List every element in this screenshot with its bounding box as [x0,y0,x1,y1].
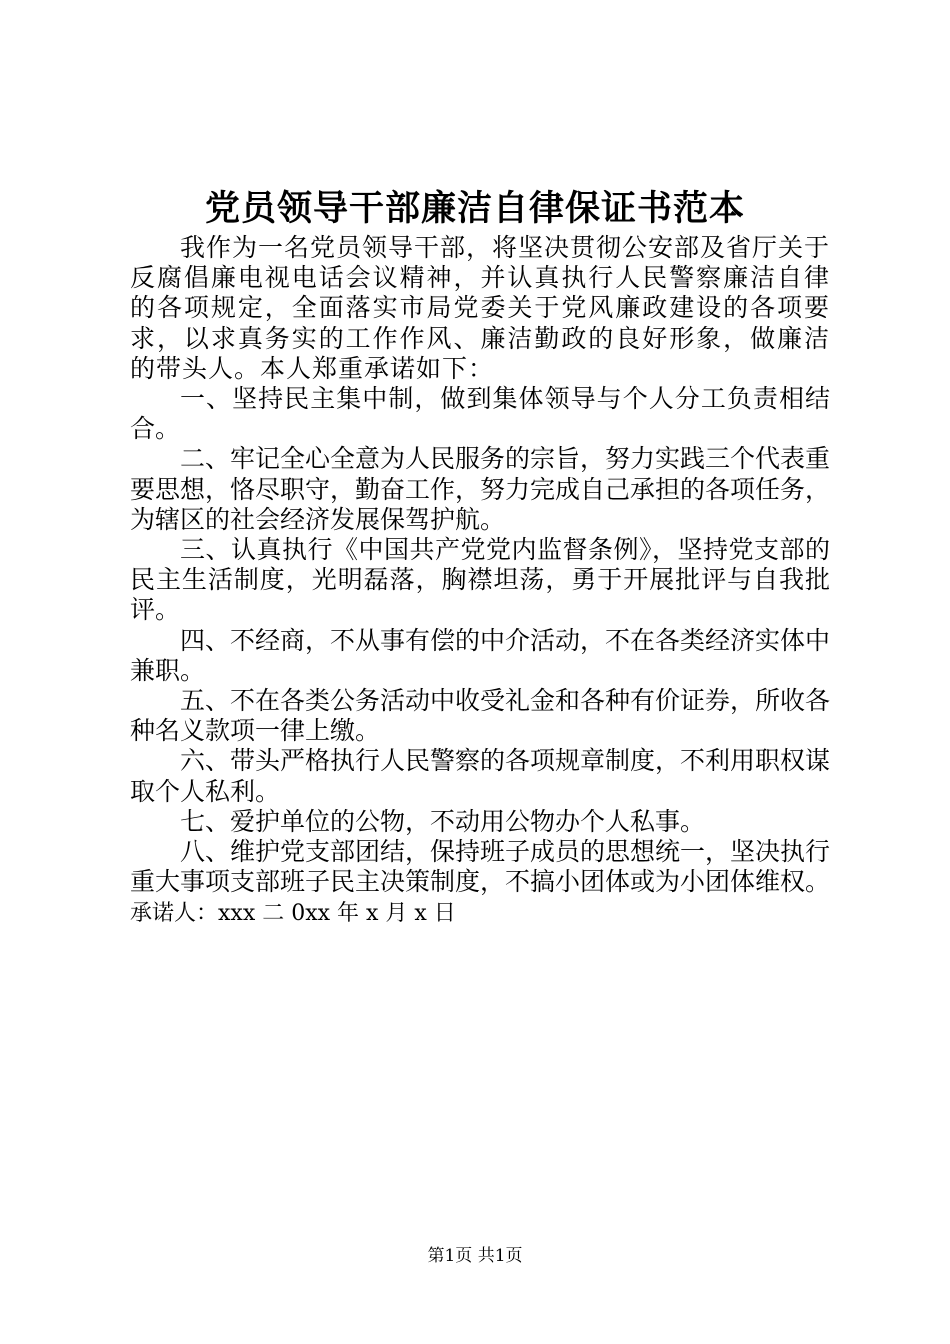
signature-line: 承诺人：xxx 二 0xx 年 x 月 x 日 [130,901,456,927]
page-footer: 第1页 共1页 [427,1246,523,1266]
commitment-item-6: 六、带头严格执行人民警察的各项规章制度，不利用职权谋取个人私利。 [130,746,831,806]
commitment-item-2: 二、牢记全心全意为人民服务的宗旨，努力实践三个代表重要思想，恪尽职守，勤奋工作，努力完成自己承担的各项任务，为辖区的社会经济发展保驾护航。 [130,444,831,534]
document-title: 党员领导干部廉洁自律保证书范本 [204,188,745,229]
commitment-item-3: 三、认真执行《中国共产党党内监督条例》，坚持党支部的民主生活制度，光明磊落，胸襟坦荡，勇于开展批评与自我批评。 [130,535,830,625]
document-body [130,233,830,930]
intro-paragraph: 我作为一名党员领导干部，将坚决贯彻公安部及省厅关于反腐倡廉电视电话会议精神，并认真执行人民警察廉洁自律的各项规定，全面落实市局党委关于党风廉政建设的各项要求，以求真务实的工作作风、廉洁勤政的良好形象，做廉洁的带头人。本人郑重承诺如下： [130,233,831,383]
commitment-item-8-text: 八、维护党支部团结，保持班子成员的思想统一，坚决执行重大事项支部班子民主决策制度，不搞小团体或为小团体维权。 [130,837,831,897]
commitment-item-7: 七、爱护单位的公物，不动用公物办个人私事。 [180,806,706,836]
commitment-item-5: 五、不在各类公务活动中收受礼金和各种有价证券，所收各种名义款项一律上缴。 [130,686,831,746]
commitment-item-8 [130,837,830,930]
commitment-item-4: 四、不经商，不从事有偿的中介活动，不在各类经济实体中兼职。 [130,625,831,685]
commitment-item-1: 一、坚持民主集中制，做到集体领导与个人分工负责相结合。 [130,384,830,444]
